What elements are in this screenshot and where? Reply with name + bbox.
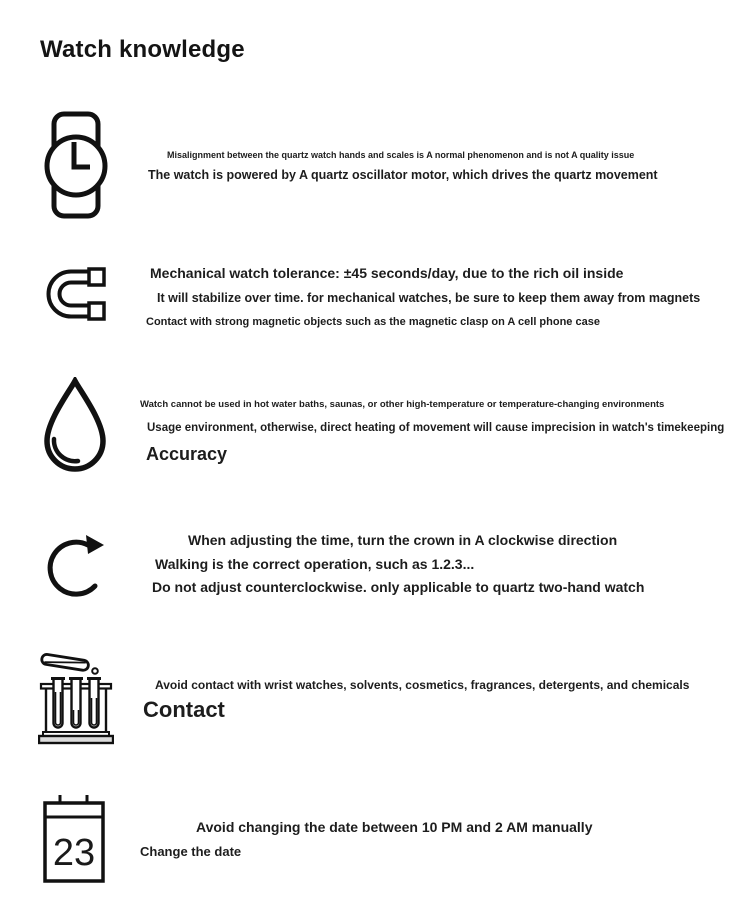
chemicals-avoid-line: Avoid contact with wrist watches, solvents, cosmetics, fragrances, detergents, and chemicals [155, 678, 690, 692]
quartz-main-line: The watch is powered by A quartz oscillator motor, which drives the quartz movement [148, 168, 658, 182]
magnet-icon [45, 266, 107, 322]
magnet-tolerance-line: Mechanical watch tolerance: ±45 seconds/day, due to the rich oil inside [150, 265, 624, 281]
water-env-line: Watch cannot be used in hot water baths, saunas, or other high-temperature or temperature-changing environments [140, 399, 665, 410]
quartz-note-line: Misalignment between the quartz watch hands and scales is A normal phenomenon and is not A quality issue [167, 150, 635, 160]
water-drop-icon [40, 377, 110, 479]
contact-heading: Contact [143, 697, 225, 722]
accuracy-heading: Accuracy [146, 444, 228, 464]
crown-walking-line: Walking is the correct operation, such as 1.2.3... [155, 556, 475, 572]
page-title: Watch knowledge [40, 36, 245, 63]
water-drop-svg [40, 377, 110, 479]
crown-warning-line: Do not adjust counterclockwise. only applicable to quartz two-hand watch [152, 579, 645, 595]
test-tubes-svg [38, 644, 114, 748]
clockwise-arrow-icon [42, 524, 106, 608]
change-date-heading: Change the date [140, 844, 242, 859]
calendar-icon [40, 793, 106, 885]
date-avoid-line: Avoid changing the date between 10 PM and 2 AM manually [196, 819, 593, 835]
wrist-watch-icon [44, 111, 108, 219]
crown-clockwise-line: When adjusting the time, turn the crown in A clockwise direction [188, 532, 618, 548]
calendar-svg [40, 793, 106, 885]
water-usage-line: Usage environment, otherwise, direct heating of movement will cause imprecision in watch's timekeeping [147, 422, 725, 434]
calendar-day-number: 23 [52, 832, 96, 874]
magnet-stabilize-line: It will stabilize over time. for mechanical watches, be sure to keep them away from magnets [157, 291, 701, 305]
magnet-svg [45, 266, 107, 322]
wrist-watch-svg [44, 111, 108, 219]
clockwise-arrow-svg [42, 524, 106, 608]
test-tubes-icon [38, 644, 114, 748]
magnet-contact-line: Contact with strong magnetic objects such as the magnetic clasp on A cell phone case [146, 316, 600, 328]
